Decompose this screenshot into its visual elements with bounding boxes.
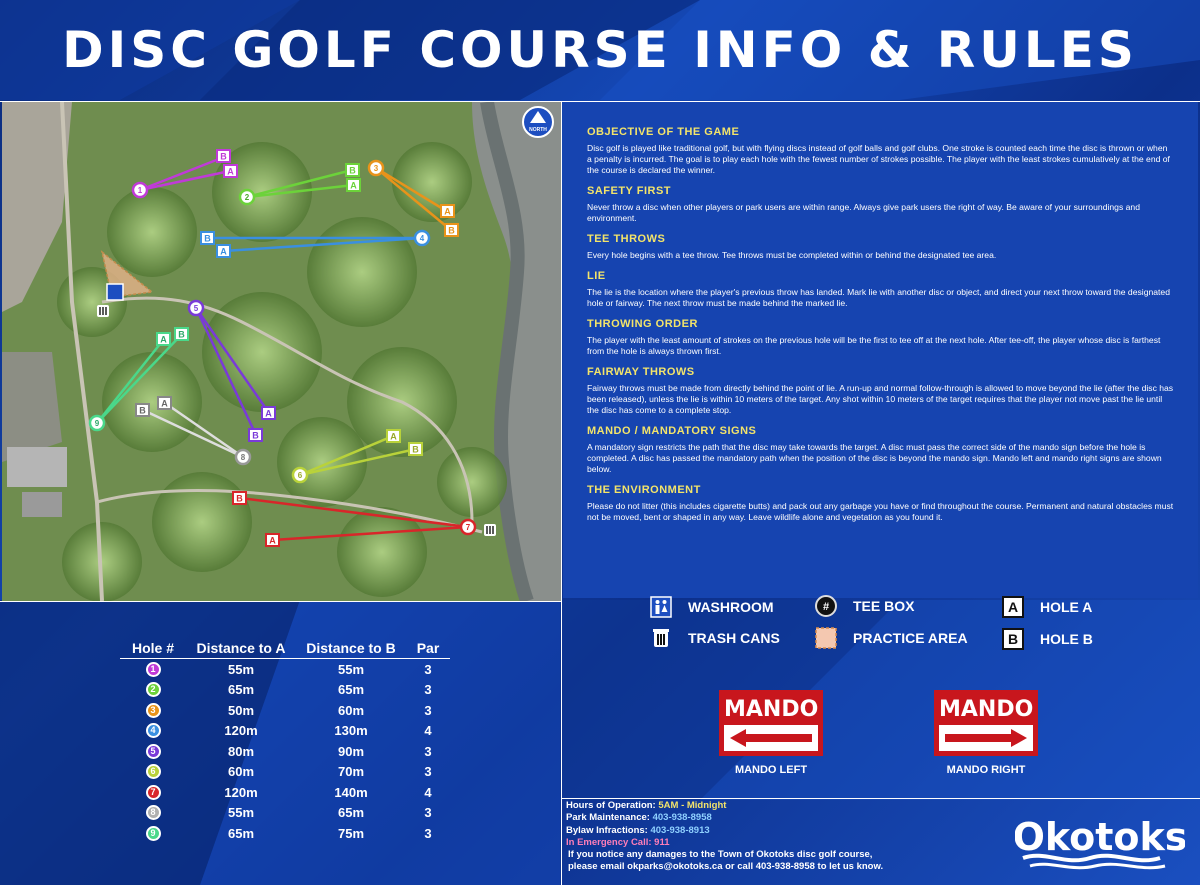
hole-number-badge: 9 (146, 826, 161, 841)
north-arrow-icon (523, 107, 553, 137)
table-row (120, 823, 450, 844)
svg-text:B: B (252, 430, 259, 441)
svg-text:1: 1 (137, 186, 143, 195)
svg-text:B: B (139, 405, 146, 416)
distance-a: 65m (227, 682, 255, 698)
course-map (2, 102, 561, 601)
arrow-right-icon (939, 725, 1033, 751)
emergency-line: In Emergency Call: 911 (566, 836, 670, 848)
hole-table (120, 640, 450, 844)
legend-trash: TRASH CANS (650, 627, 780, 649)
distance-a: 60m (227, 764, 255, 780)
hole-number-badge: 1 (146, 662, 161, 677)
svg-text:A: A (350, 180, 357, 191)
svg-text:B: B (236, 493, 243, 504)
distance-b: 75m (337, 825, 365, 841)
svg-text:B: B (412, 444, 419, 455)
rules-panel (563, 102, 1198, 598)
distance-b: 90m (337, 743, 365, 759)
distance-b: 55m (337, 661, 365, 677)
svg-text:3: 3 (373, 164, 379, 173)
svg-text:A: A (160, 334, 167, 345)
distance-a: 50m (227, 702, 255, 718)
svg-text:B: B (1007, 631, 1019, 647)
svg-text:B: B (178, 329, 185, 340)
legend-practice-area: PRACTICE AREA (815, 627, 968, 649)
table-row (120, 680, 450, 701)
svg-text:A: A (220, 246, 227, 257)
divider (561, 101, 562, 885)
par: 3 (424, 702, 432, 718)
svg-text:6: 6 (297, 471, 303, 480)
table-row (120, 803, 450, 824)
header (0, 0, 1200, 100)
table-row (120, 762, 450, 783)
rule-throwing-order: THROWING ORDER The player with the least amount of strokes on the previous hole will be the first to tee off at the next hole. After tee-off, the player whose disc is farthest from the hole is always thrown first. (587, 318, 1161, 356)
svg-text:A: A (269, 535, 276, 546)
par: 4 (424, 723, 432, 739)
table-header: Hole # Distance to A Distance to B Par (120, 640, 450, 659)
washroom-icon (650, 596, 672, 618)
svg-text:9: 9 (94, 419, 100, 428)
svg-text:4: 4 (419, 234, 425, 243)
map-graphic (2, 102, 561, 601)
svg-text:A: A (390, 431, 397, 442)
svg-text:2: 2 (244, 193, 250, 202)
mando-right-sign: MANDO MANDO RIGHT (934, 690, 1038, 776)
hole-number-badge: 5 (146, 744, 161, 759)
svg-text:Okotoks: Okotoks (1015, 815, 1185, 859)
rule-safety: SAFETY FIRST Never throw a disc when other players or park users are within range. Always give park users the right of way. Be aware of your surroundings and environment. (587, 185, 1140, 223)
damage-line-1: If you notice any damages to the Town of Okotoks disc golf course, (568, 849, 873, 861)
mando-left-caption: MANDO LEFT (734, 764, 808, 776)
distance-a: 120m (224, 784, 258, 800)
distance-b: 60m (337, 702, 365, 718)
hole-number-badge: 4 (146, 723, 161, 738)
divider (0, 601, 561, 602)
svg-text:7: 7 (465, 523, 471, 532)
arrow-left-icon (724, 725, 818, 751)
legend-hole-b: B HOLE B (1002, 628, 1093, 650)
tee-box-icon (815, 595, 837, 617)
distance-a: 120m (224, 723, 258, 739)
par: 3 (424, 682, 432, 698)
par: 3 (424, 743, 432, 759)
table-row (120, 782, 450, 803)
rule-environment: THE ENVIRONMENT Please do not litter (this includes cigarette butts) and pack out any garbage you have or find throughout the course. Permanent and natural obstacles must not be moved, bent or shaped in any way. Leave wildlife alone and vegetation as you found it. (587, 484, 1174, 522)
mando-right-caption: MANDO RIGHT (946, 764, 1026, 776)
table-row (120, 741, 450, 762)
hole-number-badge: 6 (146, 764, 161, 779)
distance-a: 80m (227, 743, 255, 759)
svg-text:A: A (227, 166, 234, 177)
table-row (120, 659, 450, 680)
distance-b: 130m (334, 723, 368, 739)
svg-text:B: B (204, 233, 211, 244)
rule-objective: OBJECTIVE OF THE GAME Disc golf is played like traditional golf, but with flying discs instead of golf balls and golf clubs. One stroke is counted each time the disc is thrown or when a penalty is incurred. The goal is to play each hole with the fewest number of strokes possible. The player with the least strokes cumulatively at the end of the course is declared the winner. (587, 126, 1170, 175)
contact-info (566, 800, 986, 874)
rule-lie: LIE The lie is the location where the player's previous throw has landed. Mark lie with another disc or object, and direct your next throw toward the designated hole or fairway. The next throw must be made behind the marked lie. (587, 270, 1170, 308)
par: 4 (424, 784, 432, 800)
hole-number-badge: 7 (146, 785, 161, 800)
distance-a: 55m (227, 661, 255, 677)
par: 3 (424, 805, 432, 821)
washroom-map-icon (107, 284, 123, 300)
trash-map-icon (484, 524, 496, 536)
svg-text:B: B (448, 225, 455, 236)
trash-map-icon (97, 305, 109, 317)
hole-number-badge: 3 (146, 703, 161, 718)
par: 3 (424, 661, 432, 677)
mando-left-sign: MANDO MANDO LEFT (719, 690, 823, 776)
hole-a-icon (1002, 596, 1024, 618)
damage-line-2: please email okparks@okotoks.ca or call 403-938-8958 to let us know. (568, 861, 884, 873)
distance-a: 55m (227, 805, 255, 821)
table-row (120, 721, 450, 742)
table-row (120, 700, 450, 721)
trash-can-icon (650, 627, 672, 649)
rule-fairway-throws: FAIRWAY THROWS Fairway throws must be made from directly behind the point of lie. A run-up and normal follow-through is allowed to move beyond the lie (after the disc has been released), unless the lie is within 10 meters of the target. Any shot within 10 meters of the target requires that the player not move past the lie until the disc has come to a complete stop. (587, 366, 1174, 415)
hole-b-icon (1002, 628, 1024, 650)
table-body (120, 659, 450, 844)
okotoks-logo (1015, 808, 1185, 878)
map-legend (650, 592, 1150, 662)
distance-b: 140m (334, 784, 368, 800)
maintenance-line: Park Maintenance: 403-938-8958 (566, 812, 712, 824)
rule-mando: MANDO / MANDATORY SIGNS A mandatory sign restricts the path that the disc may take towards the target. A disc must pass the correct side of the mando sign before the hole is completed. A disc has passed the mandatory path when the position of the disc is beyond the mando sign. Mando left and mando right signs are shown below. (587, 425, 1162, 474)
svg-text:8: 8 (240, 453, 246, 462)
page-title: DISC GOLF COURSE INFO & RULES (62, 21, 1138, 79)
par: 3 (424, 764, 432, 780)
practice-area-icon (815, 627, 837, 649)
distance-b: 65m (337, 805, 365, 821)
par: 3 (424, 825, 432, 841)
svg-text:A: A (161, 398, 168, 409)
legend-hole-a: A HOLE A (1002, 596, 1092, 618)
svg-text:A: A (444, 206, 451, 217)
north-label: NORTH (529, 127, 547, 133)
rule-tee-throws: TEE THROWS Every hole begins with a tee throw. Tee throws must be completed within or behind the designated tee area. (587, 233, 997, 260)
legend-tee-box: # TEE BOX (815, 595, 914, 617)
distance-a: 65m (227, 825, 255, 841)
svg-text:A: A (1007, 599, 1019, 615)
hole-number-badge: 2 (146, 682, 161, 697)
svg-text:#: # (822, 601, 830, 613)
hours-line: Hours of Operation: 5AM - Midnight (566, 800, 727, 811)
distance-b: 65m (337, 682, 365, 698)
svg-text:A: A (265, 408, 272, 419)
legend-washroom: WASHROOM (650, 596, 774, 618)
hole-number-badge: 8 (146, 805, 161, 820)
bylaw-line: Bylaw Infractions: 403-938-8913 (566, 824, 710, 836)
svg-text:B: B (349, 165, 356, 176)
svg-text:5: 5 (193, 304, 199, 313)
svg-text:B: B (220, 151, 227, 162)
distance-b: 70m (337, 764, 365, 780)
divider (562, 798, 1200, 799)
